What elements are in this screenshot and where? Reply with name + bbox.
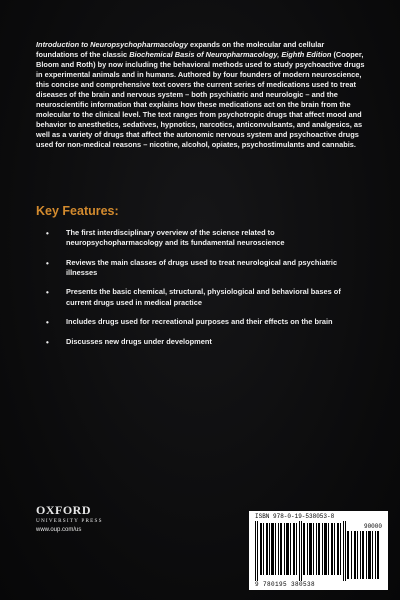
bullet-icon: • [46, 229, 49, 238]
key-features-heading: Key Features: [36, 204, 119, 218]
feature-item [44, 258, 344, 279]
bullet-icon: • [46, 337, 49, 347]
barcode-digits: 9 780195 380538 [255, 581, 316, 588]
publisher-name: OXFORD [36, 503, 91, 517]
key-features-list [44, 228, 344, 356]
intro-text-1: expands on the molecular and cellular foundations of the classic [36, 40, 325, 59]
feature-item [44, 228, 344, 249]
book-title: Introduction to Neuropsychopharmacology [36, 40, 188, 49]
isbn-text: ISBN 978-0-19-538053-8 [255, 513, 335, 520]
feature-text: Presents the basic chemical, structural, physiological and behavioral bases of current drugs used in medical practice [66, 287, 341, 307]
intro-paragraph [36, 40, 368, 150]
feature-text: Reviews the main classes of drugs used to treat neurological and psychiatric illnesses [66, 257, 338, 278]
intro-text-2: (Cooper, Bloom and Roth) by now including the behavioral methods used to study psychoactive drugs in experimental animals and in humans. Authored by four founders of modern neuroscience, this concise and comprehensive text covers the current series of medications used to treat diseases of the brain and nervous system – both psychiatric and neurologic – and the neuroscientific information that explains how these medications act on the brain from the molecular to the clinical level. The text ranges from psychotropic drugs that affect mood and behavior to anesthetics, sedatives, hypnotics, narcotics, anticonvulsants, and analgesics, as well as a variety of drugs that affect the autonomic nervous system and psychoactive drugs used for non-medical reasons – nicotine, alcohol, opiates, psychostimulants and cannabis. [36, 49, 365, 149]
feature-item [44, 337, 344, 347]
feature-text: The first interdisciplinary overview of the science related to neuropsychopharmacology and its fundamental neuroscience [66, 228, 285, 248]
barcode-icon [255, 521, 349, 581]
feature-item [44, 287, 344, 308]
bullet-icon: • [46, 318, 49, 328]
barcode-box [249, 511, 388, 590]
price-code: 90000 [363, 523, 382, 530]
bullet-icon: • [46, 288, 49, 298]
publisher-subtitle: UNIVERSITY PRESS [36, 518, 103, 524]
feature-item [44, 317, 344, 327]
feature-text: Discusses new drugs under development [66, 336, 212, 346]
publisher-url[interactable]: www.oup.com/us [36, 527, 82, 533]
publisher-logo [36, 503, 103, 533]
feature-text: Includes drugs used for recreational purposes and their effects on the brain [66, 317, 333, 327]
addon-barcode-icon [345, 531, 381, 579]
bullet-icon: • [46, 258, 49, 268]
classic-book-title: Biochemical Basis of Neuropharmacology, Eighth Edition [129, 49, 332, 59]
